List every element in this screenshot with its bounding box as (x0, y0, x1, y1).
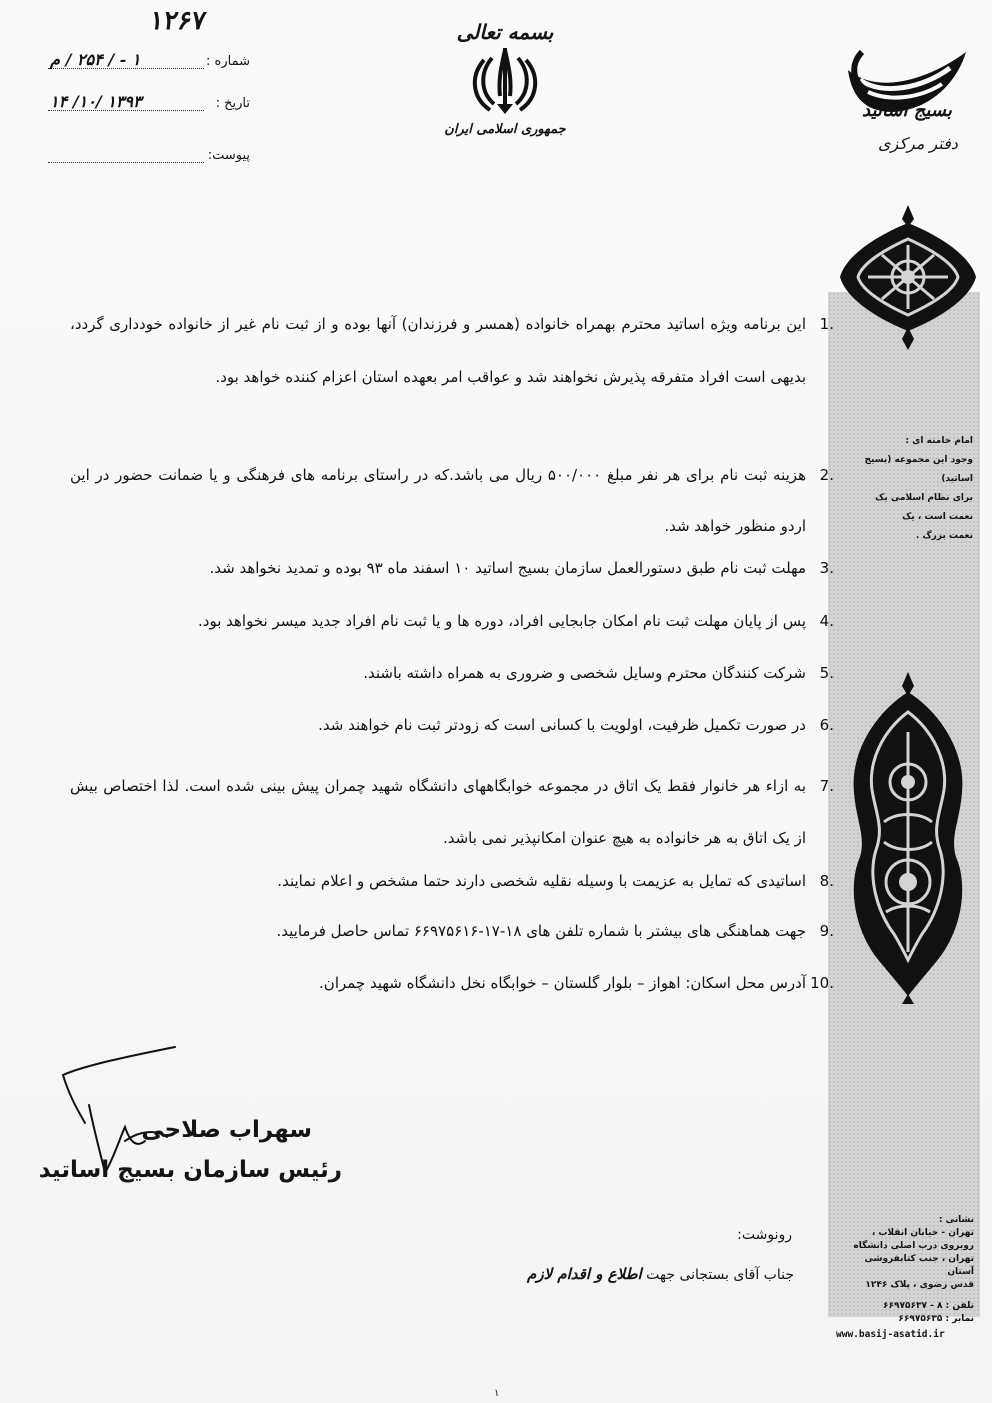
leader-quote (838, 432, 973, 546)
list-item-number: .1 (819, 315, 834, 333)
list-item-text: پس از پایان مهلت ثبت نام امکان جابجایی افراد، دوره ها و یا ثبت نام افراد جدید میسر نخواهد بود. (198, 612, 806, 630)
cc-line (527, 1265, 794, 1283)
address-line: تهران ، جنب کتابفروشی آستان (864, 1254, 974, 1277)
list-item-number: .5 (819, 664, 834, 682)
list-item-text: این برنامه ویژه اساتید محترم بهمراه خانواده (همسر و فرزندان) آنها بوده و از ثبت نام غیر از خانواده خودداری گردد، بدیهی است افراد متفرقه پذیرش نخواهند شد و عواقب امر بعهده استان اعزام کننده خواهد بود. (70, 315, 806, 386)
attachment-row (40, 144, 250, 170)
list-item (70, 916, 834, 946)
cc-handwritten-note: اطلاع و اقدام لازم (527, 1265, 642, 1283)
list-item-text: اساتیدی که تمایل به عزیمت با وسیله نقلیه شخصی دارند حتما مشخص و اعلام نمایند. (277, 872, 806, 890)
fax-line: نمابر : ۶۶۹۷۵۶۳۵ (898, 1314, 974, 1324)
quote-line: نعمت بزرگ . (915, 531, 973, 541)
list-item (70, 606, 834, 636)
list-item-number: .4 (819, 612, 834, 630)
list-item-number: .6 (819, 716, 834, 734)
contact-block (836, 1214, 974, 1341)
attachment-dotted-line (48, 162, 204, 163)
attachment-label: پیوست: (207, 148, 250, 163)
address-line: قدس رضوی ، پلاک ۱۲۴۶ (865, 1280, 974, 1290)
address-line: تهران - خیابان انقلاب ، (871, 1228, 974, 1238)
top-ornament-icon (838, 205, 978, 350)
list-item (70, 968, 834, 998)
quote-line: نعمت است ، یک (902, 512, 973, 522)
handwritten-registry-number: ۱۲۶۷ (147, 6, 208, 36)
list-item-number: .8 (819, 872, 834, 890)
date-row (40, 92, 250, 118)
list-item-number: .7 (819, 777, 834, 795)
list-item (70, 298, 834, 404)
address-line: روبروی درب اصلی دانشگاه (853, 1241, 974, 1251)
list-item-text: آدرس محل اسکان: اهواز – بلوار گلستان – خوابگاه نخل دانشگاه شهید چمران. (319, 974, 806, 992)
phone-line: تلفن : ۸ - ۶۶۹۷۵۶۳۷ (883, 1301, 974, 1311)
list-item-number: .9 (819, 922, 834, 940)
contact-gap (836, 1292, 974, 1300)
quote-line: وجود این مجموعه (بسیج اساتید) (864, 455, 973, 484)
number-row (40, 50, 250, 76)
list-item (70, 553, 834, 583)
list-item-number: .10 (810, 974, 834, 992)
list-item-text: به ازاء هر خانوار فقط یک اتاق در مجموعه خوابگاههای دانشگاه شهید چمران پیش بینی شده است. لذا اختصاص بیش از یک اتاق به هر خانواده به هیچ عنوان امکانپذیر نمی باشد. (70, 777, 806, 847)
org-name: بسیج اساتید (862, 100, 952, 121)
list-item (70, 710, 834, 740)
list-item (70, 760, 834, 864)
middle-ornament-icon (848, 672, 968, 1004)
country-name: جمهوری اسلامی ایران (444, 122, 566, 137)
address-line: نشانی : (938, 1215, 974, 1225)
page-number: ۱ (494, 1388, 500, 1399)
quote-line: برای نظام اسلامی یک (875, 493, 973, 503)
list-item-text: در صورت تکمیل ظرفیت، اولویت با کسانی است که زودتر ثبت نام خواهند شد. (318, 716, 806, 734)
signatory-name: سهراب صلاحی (141, 1117, 312, 1143)
website-link[interactable]: www.basij-asatid.ir (836, 1329, 945, 1340)
number-value: ۱ - / ۲۵۴ / م (50, 50, 141, 69)
list-item-text: هزینه ثبت نام برای هر نفر مبلغ ۵۰۰/۰۰۰ ریال می باشد.که در راستای برنامه های فرهنگی و یا ضمانت حضور در این اردو منظور خواهد شد. (70, 466, 806, 535)
list-item-number: .3 (819, 559, 834, 577)
signatory-title: رئیس سازمان بسیج اساتید (38, 1157, 342, 1183)
list-item (70, 658, 834, 688)
list-item-text: جهت هماهنگی های بیشتر با شماره تلفن های ۱۸-۱۷-۶۶۹۷۵۶۱۶ تماس حاصل فرمایید. (276, 922, 806, 940)
cc-label: رونوشت: (737, 1227, 792, 1243)
list-item-number: .2 (819, 466, 834, 484)
list-item-text: شرکت کنندگان محترم وسایل شخصی و ضروری به همراه داشته باشند. (363, 664, 806, 682)
date-label: تاریخ : (215, 96, 250, 111)
list-item (70, 450, 834, 552)
number-label: شماره : (206, 54, 250, 69)
list-item-text: مهلت ثبت نام طبق دستورالعمل سازمان بسیج اساتید ۱۰ اسفند ماه ۹۳ بوده و تمدید نخواهد شد. (209, 559, 806, 577)
handwritten-signature-icon (55, 1045, 185, 1175)
list-item (70, 866, 834, 896)
iran-emblem-icon (470, 44, 540, 116)
date-value: ۱۳۹۳ /۱۰/ ۱۴ (50, 92, 142, 111)
bismillah-heading: بسمه تعالی (456, 20, 554, 44)
cc-recipient: جناب آقای بستجانی جهت (646, 1267, 794, 1283)
quote-line: امام خامنه ای : (905, 436, 973, 446)
org-office: دفتر مرکزی (878, 134, 958, 153)
national-emblem-block (440, 20, 570, 160)
